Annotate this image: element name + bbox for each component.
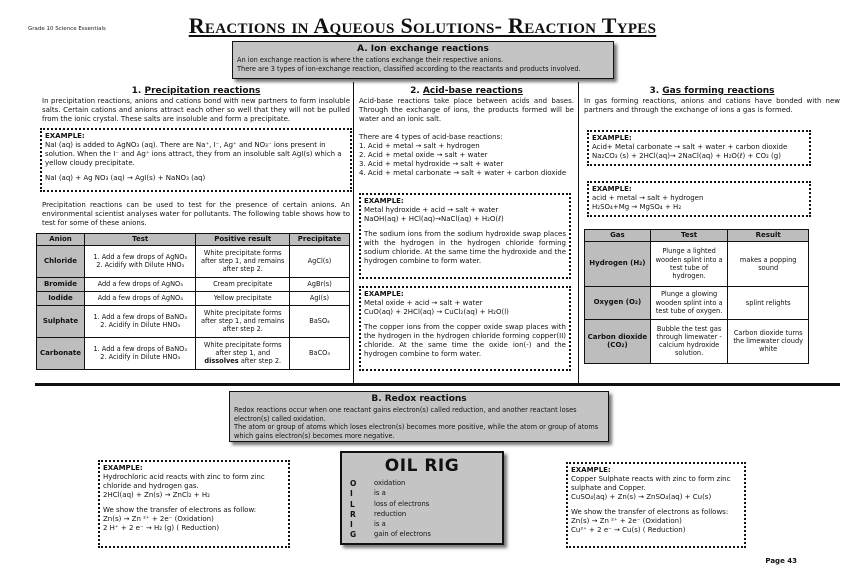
table-row bbox=[37, 291, 350, 305]
section-a-title: A. Ion exchange reactions bbox=[357, 44, 489, 54]
precipitation-intro: In precipitation reactions, anions and cations bond with new partners to form insoluble salts. Certain cations and anions attract each other so well that they will not be pulled from the ionic crystal. These salts are insoluble and form a precipitate. bbox=[42, 97, 350, 124]
test-cell: Plunge a glowing wooden splint into a test tube of oxygen. bbox=[650, 286, 728, 319]
gas-cell: Oxygen (O₂) bbox=[585, 286, 651, 319]
col-header-precipitate: Precipitate bbox=[290, 234, 350, 246]
col-header-anion: Anion bbox=[37, 234, 85, 246]
acid-base-intro: Acid-base reactions take place between acids and bases. Through the exchange of ions, the products formed will be water and an ionic salt. bbox=[359, 97, 574, 124]
redox-example-2 bbox=[566, 462, 746, 548]
table-row bbox=[37, 337, 350, 369]
table-row bbox=[585, 241, 809, 286]
example-word-equation: Metal oxide + acid → salt + water bbox=[364, 298, 483, 307]
result-cell: Cream precipitate bbox=[196, 277, 290, 291]
anion-cell: Iodide bbox=[37, 291, 85, 305]
oil-rig-row: L loss of electrons bbox=[350, 499, 430, 509]
example-text: NaI (aq) is added to AgNO₃ (aq). There are Na⁺, I⁻, Ag⁺ and NO₃⁻ ions present in solution. When the I⁻ and Ag⁺ ions attract, they from an insoluble salt AgI(s) which a yellow cloudy precipitate. bbox=[45, 140, 342, 167]
example-label: EXAMPLE: bbox=[103, 464, 143, 472]
anion-test-table bbox=[36, 233, 350, 370]
test-cell: 1. Add a few drops of AgNO₃ 2. Acidify with Dilute HNO₃ bbox=[84, 245, 195, 277]
example-text: Copper Sulphate reacts with zinc to form zinc sulphate and Copper. bbox=[571, 474, 731, 492]
acid-base-type-3: 3. Acid + metal hydroxide → salt + water bbox=[359, 159, 504, 168]
gas-forming-section bbox=[584, 86, 840, 115]
col-header-gas: Gas bbox=[585, 230, 651, 242]
redox-example-1 bbox=[98, 460, 290, 548]
example-explanation: The copper ions from the copper oxide swap places with the hydrogen in the hydrogen chloride forming copper(II) chloride. At the same time the oxide ion(-) and the hydrogen combine to form water. bbox=[364, 322, 566, 359]
example-word-equation: acid + metal → salt + hydrogen bbox=[592, 193, 704, 202]
result-cell: Yellow precipitate bbox=[196, 291, 290, 305]
reduction-half-equation: Cu²⁺ + 2 e⁻ → Cu(s) ( Reduction) bbox=[571, 526, 686, 535]
test-cell: Bubble the test gas through limewater - calcium hydroxide solution. bbox=[650, 319, 728, 363]
page-number: Page 43 bbox=[765, 557, 797, 565]
example-label: EXAMPLE: bbox=[364, 197, 404, 205]
result-cell: White precipitate forms after step 1, and remains after step 2. bbox=[196, 245, 290, 277]
example-label: EXAMPLE: bbox=[592, 134, 632, 142]
gas-forming-intro: In gas forming reactions, anions and cations have bonded with new partners and through the exchange of ions a gas is formed. bbox=[584, 97, 840, 115]
example-label: EXAMPLE: bbox=[592, 185, 632, 193]
acid-base-example-2 bbox=[359, 286, 571, 371]
transfer-intro: We show the transfer of electrons as follow: bbox=[103, 506, 257, 515]
example-equation: CuSO₄(aq) + Zn(s) → ZnSO₄(aq) + Cu(s) bbox=[571, 492, 712, 501]
example-equation: CuO(aq) + 2HCl(aq) → CuCl₂(aq) + H₂O(l) bbox=[364, 307, 509, 316]
table-row bbox=[37, 277, 350, 291]
precipitation-title: 1. Precipitation reactions bbox=[131, 86, 261, 96]
precipitation-example-box bbox=[40, 128, 352, 192]
example-label: EXAMPLE: bbox=[364, 290, 404, 298]
section-a-box bbox=[232, 41, 614, 79]
section-a-line-2: There are 3 types of ion-exchange reaction, classified according to the reactants and products involved. bbox=[237, 64, 581, 73]
test-cell: 1. Add a few drops of BaNO₃ 2. Acidify in Dilute HNO₃ bbox=[84, 337, 195, 369]
example-explanation: The sodium ions from the sodium hydroxide swap places with the hydrogen in the hydrogen chloride forming sodium chloride. At the same time the hydroxide and the hydrogen combine to form water. bbox=[364, 229, 566, 266]
gas-cell: Carbon dioxide (CO₂) bbox=[585, 319, 651, 363]
result-cell: White precipitate forms after step 1, and dissolves after step 2. bbox=[196, 337, 290, 369]
table-row bbox=[37, 245, 350, 277]
oxidation-half-equation: Zn(s) → Zn ²⁺ + 2e⁻ (Oxidation) bbox=[571, 517, 682, 526]
section-divider bbox=[35, 383, 840, 386]
result-cell: makes a popping sound bbox=[728, 241, 809, 286]
table-row bbox=[37, 305, 350, 337]
example-equation: H₂SO₄+Mg → MgSO₄ + H₂ bbox=[592, 202, 682, 211]
oil-rig-row: I is a bbox=[350, 489, 386, 499]
example-label: EXAMPLE: bbox=[571, 466, 611, 474]
col-header-test: Test bbox=[650, 230, 728, 242]
example-text: Hydrochloric acid reacts with zinc to form zinc chloride and hydrogen gas. bbox=[103, 472, 265, 490]
example-equation: 2HCl(aq) + Zn(s) → ZnCl₂ + H₂ bbox=[103, 490, 210, 499]
col-header-result: Result bbox=[728, 230, 809, 242]
acid-base-type-1: 1. Acid + metal → salt + hydrogen bbox=[359, 141, 480, 150]
acid-base-title: 2. Acid-base reactions bbox=[410, 86, 523, 96]
acid-base-types-intro: There are 4 types of acid-base reactions: bbox=[359, 132, 503, 141]
precipitation-section bbox=[42, 86, 350, 125]
anion-cell: Sulphate bbox=[37, 305, 85, 337]
example-label: EXAMPLE: bbox=[45, 132, 85, 140]
section-b-title: B. Redox reactions bbox=[371, 394, 467, 404]
example-word-equation: Acid+ Metal carbonate → salt + water + carbon dioxide bbox=[592, 142, 788, 151]
oil-rig-row: I is a bbox=[350, 519, 386, 529]
table-row bbox=[585, 319, 809, 363]
oil-rig-row: O oxidation bbox=[350, 479, 406, 489]
result-cell: White precipitate forms after step 1, and remains after step 2. bbox=[196, 305, 290, 337]
test-cell: 1. Add a few drops of BaNO₃ 2. Acidify in Dilute HNO₃ bbox=[84, 305, 195, 337]
column-divider-1 bbox=[353, 82, 354, 383]
oil-rig-title: OIL RIG bbox=[384, 456, 460, 476]
oil-rig-row: G gain of electrons bbox=[350, 529, 431, 539]
test-cell: Plunge a lighted wooden splint into a test tube of hydrogen. bbox=[650, 241, 728, 286]
example-equation: NaI (aq) + Ag NO₃ (aq) → AgI(s) + NaNO₃ (aq) bbox=[45, 174, 206, 183]
precipitate-cell: AgBr(s) bbox=[290, 277, 350, 291]
result-cell: Carbon dioxide turns the limewater cloudy white bbox=[728, 319, 809, 363]
section-a-line-1: An ion exchange reaction is where the cations exchange their respective anions. bbox=[237, 56, 504, 65]
result-cell: splint relights bbox=[728, 286, 809, 319]
anion-cell: Chloride bbox=[37, 245, 85, 277]
section-b-box bbox=[229, 391, 609, 442]
reduction-half-equation: 2 H⁺ + 2 e⁻ → H₂ (g) ( Reduction) bbox=[103, 524, 220, 533]
example-equation: Na₂CO₃ (s) + 2HCl(aq)→ 2NaCl(aq) + H₂O(ℓ) + CO₂ (g) bbox=[592, 151, 781, 160]
precipitate-cell: BaCO₃ bbox=[290, 337, 350, 369]
transfer-intro: We show the transfer of electrons as follows: bbox=[571, 508, 729, 517]
page-title: Reactions in Aqueous Solutions- Reaction Types bbox=[188, 13, 657, 38]
test-cell: Add a few drops of AgNO₃ bbox=[84, 277, 195, 291]
precipitate-cell: BaSO₄ bbox=[290, 305, 350, 337]
table-row bbox=[585, 286, 809, 319]
section-b-line-2: The atom or group of atoms which loses electron(s) becomes more positive, while the atom or group of atoms which gains electron(s) becomes more negative. bbox=[234, 423, 599, 440]
grade-label: Grade 10 Science Essentials bbox=[28, 26, 106, 32]
col-header-positive-result: Positive result bbox=[196, 234, 290, 246]
acid-base-type-4: 4. Acid + metal carbonate → salt + water + carbon dioxide bbox=[359, 168, 567, 177]
example-word-equation: Metal hydroxide + acid → salt + water bbox=[364, 205, 499, 214]
oil-rig-row: R reduction bbox=[350, 509, 407, 519]
column-divider-2 bbox=[578, 82, 579, 383]
anion-cell: Carbonate bbox=[37, 337, 85, 369]
test-cell: Add a few drops of AgNO₃ bbox=[84, 291, 195, 305]
acid-base-section bbox=[359, 86, 574, 178]
section-b-line-1: Redox reactions occur when one reactant gains electron(s) called reduction, and another reactant loses electron(s) called oxidation. bbox=[234, 406, 577, 423]
gas-forming-title: 3. Gas forming reactions bbox=[649, 86, 775, 96]
gas-test-table bbox=[584, 229, 809, 364]
precipitation-test-intro: Precipitation reactions can be used to test for the presence of certain anions. An environmental scientist analyses water for pollutants. The following table shows how to test for some of these anions. bbox=[42, 201, 350, 228]
gas-forming-example-1 bbox=[587, 130, 811, 166]
col-header-test: Test bbox=[84, 234, 195, 246]
anion-cell: Bromide bbox=[37, 277, 85, 291]
oxidation-half-equation: Zn(s) → Zn ²⁺ + 2e⁻ (Oxidation) bbox=[103, 515, 214, 524]
acid-base-example-1 bbox=[359, 193, 571, 279]
gas-cell: Hydrogen (H₂) bbox=[585, 241, 651, 286]
precipitate-cell: AgCl(s) bbox=[290, 245, 350, 277]
precipitate-cell: AgI(s) bbox=[290, 291, 350, 305]
gas-forming-example-2 bbox=[587, 181, 811, 217]
example-equation: NaOH(aq) + HCl(aq)→NaCl(aq) + H₂O(ℓ) bbox=[364, 214, 504, 223]
oil-rig-box bbox=[340, 451, 504, 545]
acid-base-type-2: 2. Acid + metal oxide → salt + water bbox=[359, 150, 488, 159]
